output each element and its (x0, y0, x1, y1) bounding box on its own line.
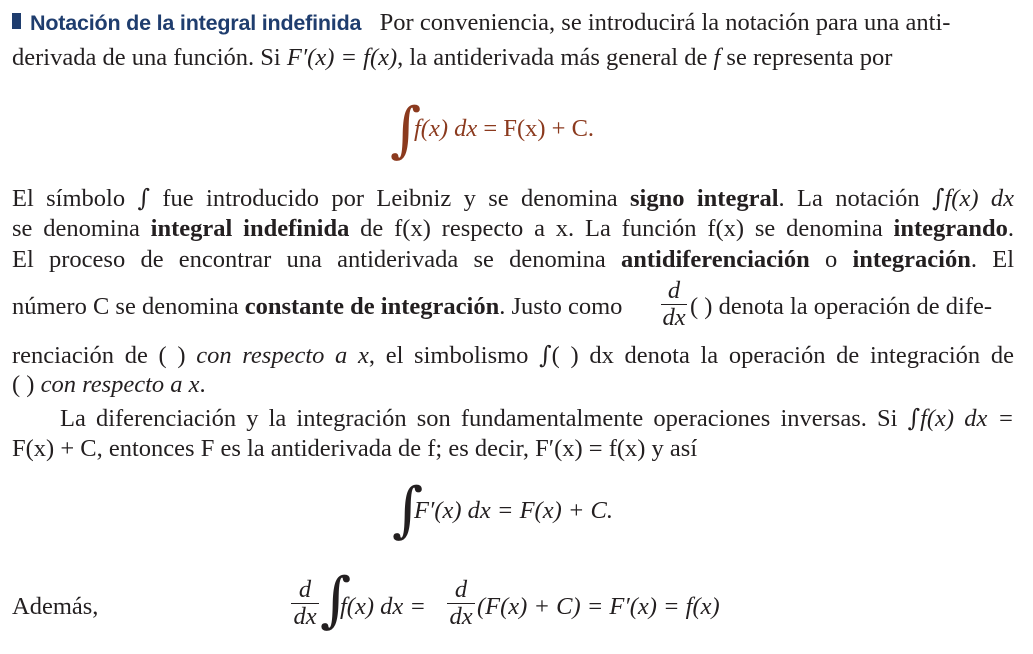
intro-line-2: derivada de una función. Si F′(x) = f(x), la antiderivada más general de f se representa por (12, 44, 893, 71)
d-dx-fraction: d dx (662, 277, 686, 331)
equation-3-part2: (F(x) + C) = F′(x) = f(x) (477, 593, 720, 620)
integral-sign: ∫ (390, 95, 422, 165)
equation-3-part1: f(x) dx = (340, 593, 426, 620)
d-dx-fraction-2: d dx (446, 577, 476, 630)
para1-line-1: El símbolo ∫ fue introducido por Leibniz y se denomina signo integral. La notación ∫f(x) dx (12, 184, 1014, 212)
para2-line-2: F(x) + C, entonces F es la antiderivada de f; es decir, F′(x) = f(x) y así (12, 435, 698, 462)
para1-line-4: número C se denomina constante de integración. Justo como (12, 293, 623, 320)
integral-sign: ∫ (392, 475, 424, 545)
heading-line (12, 8, 950, 38)
equation-3-label: Además, (12, 593, 99, 620)
para1-line-2: se denomina integral indefinida de f(x) respecto a x. La función f(x) se denomina integrando. (12, 215, 1015, 242)
para1-line-3: El proceso de encontrar una antiderivada se denomina antidiferenciación o integración. El (12, 246, 1014, 273)
para1-line-6: ( ) con respecto a x. (12, 371, 206, 398)
derivative-expression: F′(x) = f(x) (286, 44, 398, 71)
integral-symbol: ∫ (137, 184, 150, 212)
intro-text-1: Por conveniencia, se introducirá la notación para una anti- (379, 9, 951, 36)
section-marker (12, 13, 21, 29)
section-title: Notación de la integral indefinida (30, 11, 362, 35)
para2-line-1: La diferenciación y la integración son fundamentalmente operaciones inversas. Si ∫f(x) dx = (60, 404, 1014, 432)
integral-sign: ∫ (320, 565, 352, 635)
d-dx-fraction-1: d dx (290, 577, 320, 630)
para1-line-4-end: ( ) denota la operación de dife- (690, 293, 993, 320)
para1-line-5: renciación de ( ) con respecto a x, el simbolismo ∫( ) dx denota la operación de integración de (12, 341, 1014, 369)
